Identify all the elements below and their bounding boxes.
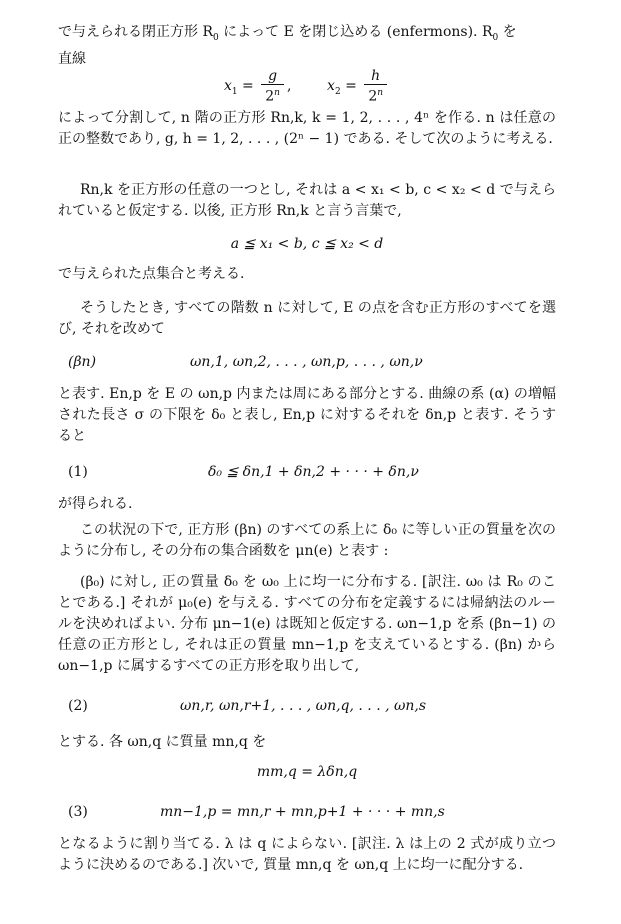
paragraph-allocation: となるように割り当てる. λ は q によらない. [訳注. λ は上の 2 式が成り立つように決めるのである.] 次いで, 質量 mn,q を ωn,q 上に均一に配分する. <box>58 836 556 873</box>
equation-lines: $x_1$ = $\frac{g}{2^n}$ , $x_2$ = $\frac{h}{2^n}$ <box>58 66 556 106</box>
equation-2: ωn,r, ωn,r+1, . . . , ωn,q, . . . , ωn,s <box>180 698 427 714</box>
paragraph-point-set: で与えられた点集合と考える. <box>58 266 245 282</box>
paragraph-mass-distribution: この状況の下で, 正方形 (βn) のすべての系上に δ₀ に等しい正の質量を次のように分布し, その分布の集合函数を μn(e) と表す : <box>58 522 556 559</box>
paragraph-division: によって分割して, n 階の正方形 Rn,k, k = 1, 2, . . . , 4ⁿ を作る. n は任意の正の整数であり, g, h = 1, 2, . . . , (2ⁿ − 1) である. そして次のように考える. <box>58 110 556 147</box>
equation-region: a ≦ x₁ < b, c ≦ x₂ < d <box>230 236 384 252</box>
paragraph-assumption: Rn,k を正方形の任意の一つとし, それは a < x₁ < b, c < x₂ < d で与えられていると仮定する. 以後, 正方形 Rn,k と言う言葉で, <box>58 182 556 219</box>
paragraph-obtained: が得られる. <box>58 496 133 512</box>
paragraph-select-squares: そうしたとき, すべての階数 n に対して, E の点を含む正方形のすべてを選び, それを改めて <box>58 300 556 337</box>
equation-label-1: (1) <box>68 464 88 480</box>
equation-mass: mm,q = λδn,q <box>256 764 358 780</box>
equation-3: mn−1,p = mn,r + mn,p+1 + · · · + mn,s <box>160 804 445 820</box>
paragraph-assign-mass: とする. 各 ωn,q に質量 mn,q を <box>58 734 267 750</box>
paragraph-closed-square: で与えられる閉正方形 $R_0$ によって E を閉じ込める (enfermons). $R_0$ を 直線 <box>58 24 517 67</box>
equation-label-beta: (βn) <box>68 354 97 370</box>
equation-1: δ₀ ≦ δn,1 + δn,2 + · · · + δn,ν <box>208 464 419 480</box>
equation-label-3: (3) <box>68 804 88 820</box>
equation-beta: ωn,1, ωn,2, . . . , ωn,p, . . . , ωn,ν <box>190 354 423 370</box>
paragraph-lengths: と表す. En,p を E の ωn,p 内または周にある部分とする. 曲線の系 (α) の増幅された長さ σ の下限を δ₀ と表し, En,p に対するそれを δn,p と表す. そうすると <box>58 386 556 444</box>
paragraph-induction: (β₀) に対し, 正の質量 δ₀ を ω₀ 上に均一に分布する. [訳注. ω₀ は R₀ のことである.] それが μ₀(e) を与える. すべての分布を定義するには帰納法のルールを決めればよい. 分布 μn−1(e) は既知と仮定する. ωn−1,p を系 (βn−1) の任意の正方形とし, それは正の質量 mn−1,p を支えているとする. (βn) から ωn−1,p に属するすべての正方形を取り出して, <box>58 574 556 674</box>
equation-label-2: (2) <box>68 698 88 714</box>
